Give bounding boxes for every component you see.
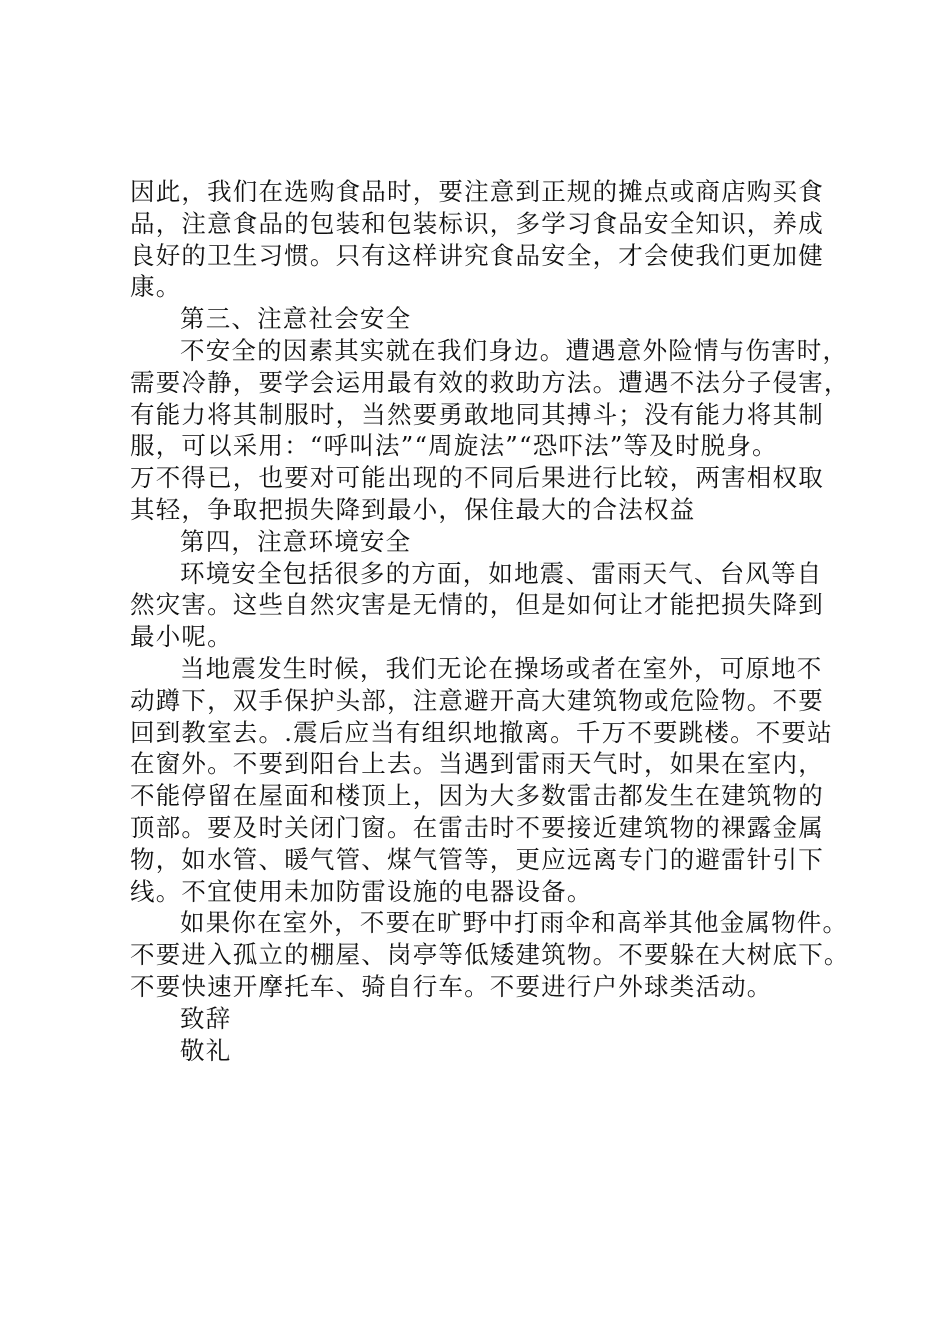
document-body	[130, 176, 850, 1066]
body-line: 不要快速开摩托车、骑自行车。不要进行户外球类活动。	[130, 971, 773, 1001]
body-line: 物，如水管、暖气管、煤气管等，更应远离专门的避雷针引下	[130, 844, 824, 874]
body-line: 回到教室去。.震后应当有组织地撤离。千万不要跳楼。不要站	[130, 717, 833, 747]
body-line: 如果你在室外，不要在旷野中打雨伞和高举其他金属物件。	[180, 908, 849, 938]
body-line: 然灾害。这些自然灾害是无情的，但是如何让才能把损失降到	[130, 590, 824, 620]
body-line: 当地震发生时候，我们无论在操场或者在室外，可原地不	[180, 653, 823, 683]
body-line: 环境安全包括很多的方面，如地震、雷雨天气、台风等自	[180, 558, 823, 588]
body-line: 最小呢。	[130, 622, 233, 652]
body-line: 顶部。要及时关闭门窗。在雷击时不要接近建筑物的裸露金属	[130, 812, 824, 842]
body-line: 不能停留在屋面和楼顶上，因为大多数雷击都发生在建筑物的	[130, 781, 824, 811]
body-line: 其轻，争取把损失降到最小，保住最大的合法权益	[130, 494, 696, 524]
body-line: 在窗外。不要到阳台上去。当遇到雷雨天气时，如果在室内，	[130, 749, 824, 779]
body-line: 因此，我们在选购食品时，要注意到正规的摊点或商店购买食	[130, 177, 824, 206]
section-heading: 第四，注意环境安全	[180, 526, 412, 556]
body-line: 动蹲下，双手保护头部，注意避开高大建筑物或危险物。不要	[130, 685, 824, 715]
body-line: 服，可以采用：“呼叫法”“周旋法”“恐吓法”等及时脱身。	[130, 431, 778, 461]
body-line: 线。不宜使用未加防雷设施的电器设备。	[130, 876, 593, 906]
closing-line: 致辞	[180, 1003, 232, 1033]
body-line: 康。	[130, 272, 182, 302]
body-line: 需要冷静，要学会运用最有效的救助方法。遭遇不法分子侵害，	[130, 367, 850, 397]
body-line: 品，注意食品的包装和包装标识，多学习食品安全知识，养成	[130, 208, 824, 238]
body-line: 不安全的因素其实就在我们身边。遭遇意外险情与伤害时，	[180, 335, 849, 365]
body-line: 不要进入孤立的棚屋、岗亭等低矮建筑物。不要躲在大树底下。	[130, 940, 850, 970]
closing-line: 敬礼	[180, 1035, 232, 1065]
body-line: 有能力将其制服时，当然要勇敢地同其搏斗；没有能力将其制	[130, 399, 824, 429]
body-line: 万不得已，也要对可能出现的不同后果进行比较，两害相权取	[130, 463, 824, 493]
section-heading: 第三、注意社会安全	[180, 304, 412, 334]
body-line: 良好的卫生习惯。只有这样讲究食品安全，才会使我们更加健	[130, 240, 824, 270]
